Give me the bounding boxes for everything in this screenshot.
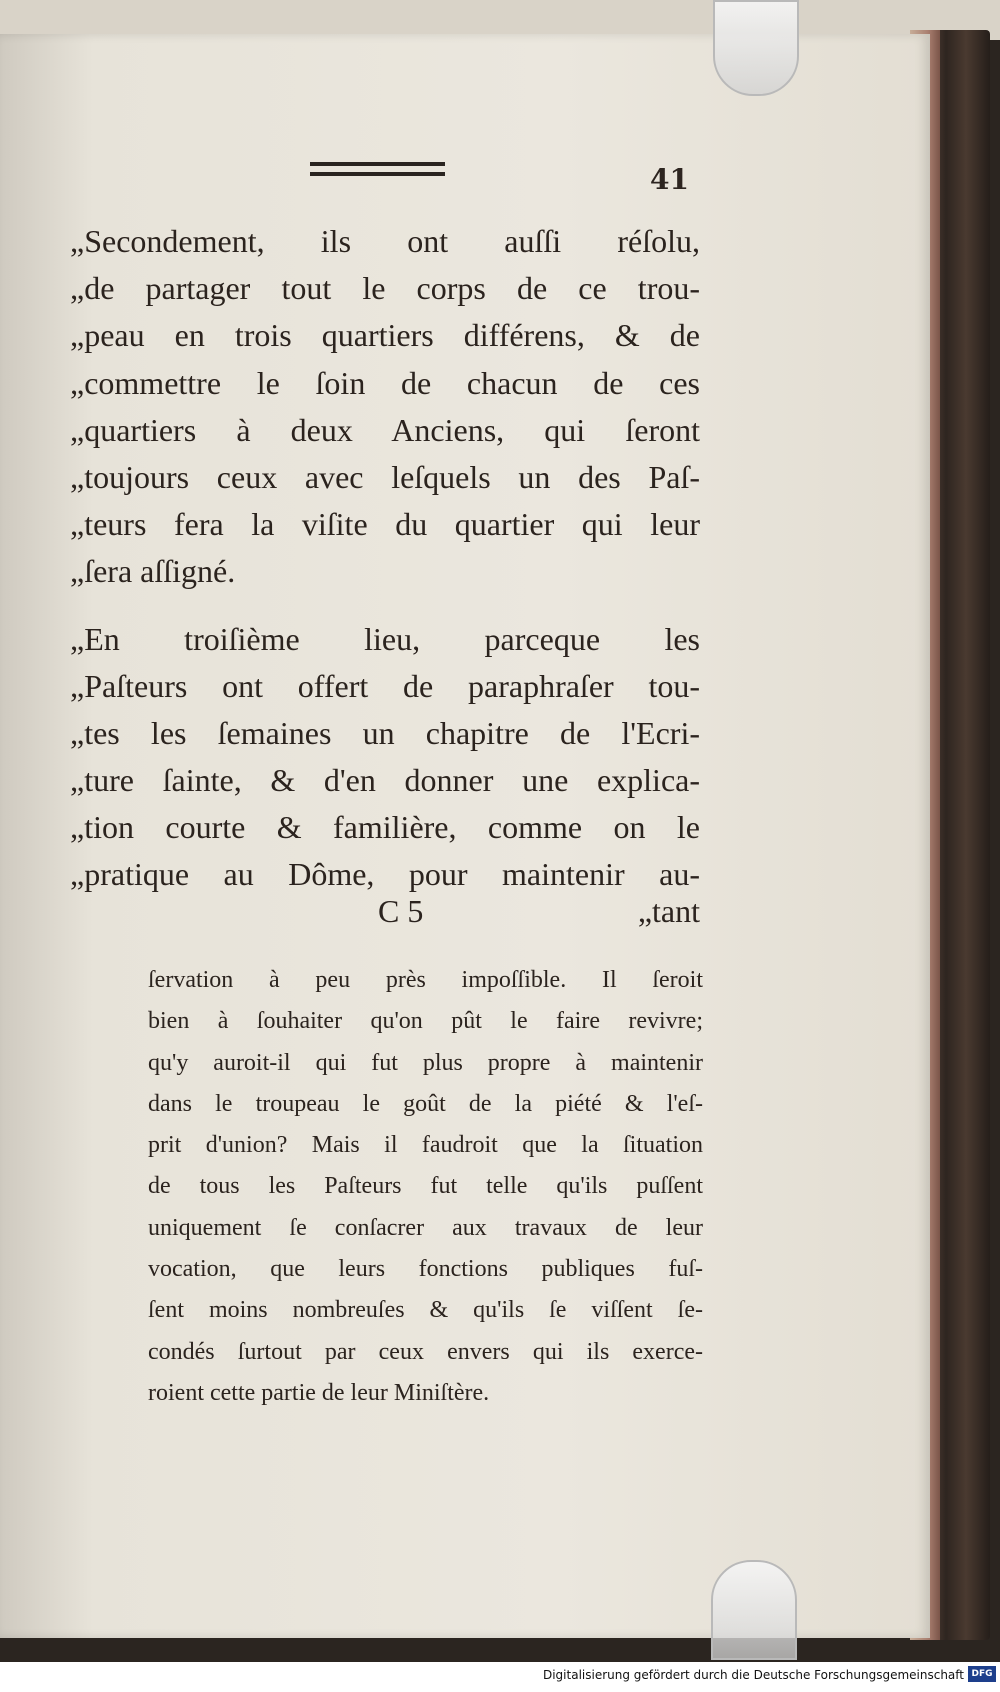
text-line: „de partager tout le corps de ce trou- [70, 270, 700, 307]
footnote-line: qu'y auroit-il qui fut plus propre à maintenir [148, 1049, 703, 1076]
text-line: „Secondement, ils ont auſſi réſolu, [70, 223, 700, 259]
signature-line [70, 893, 700, 937]
footnote-line: roient cette partie de leur Miniſtère. [148, 1379, 490, 1406]
text-line: „commettre le ſoin de chacun de ces [70, 364, 700, 401]
text-line: „peau en trois quartiers différens, & de [70, 317, 700, 354]
footnote-line: dans le troupeau le goût de la piété & l'eſ- [148, 1090, 703, 1117]
paragraph-gap [70, 596, 700, 616]
main-text-block [70, 218, 700, 899]
footnote-line: de tous les Paſteurs fut telle qu'ils puſſent [148, 1173, 703, 1200]
footnote-line: uniquement ſe conſacrer aux travaux de leur [148, 1214, 703, 1241]
text-line: „pratique au Dôme, pour maintenir au- [70, 856, 700, 893]
footnote-line: bien à ſouhaiter qu'on pût le faire revivre; [148, 1008, 703, 1035]
footnote-line: condés ſurtout par ceux envers qui ils exerce- [148, 1338, 703, 1365]
text-line: „En troiſième lieu, parceque les [70, 620, 700, 657]
text-line: „Paſteurs ont offert de paraphraſer tou- [70, 667, 700, 704]
catchword: „tant [637, 893, 700, 929]
digitization-credit: Digitalisierung gefördert durch die Deutsche Forschungsgemeinschaft [542, 1668, 964, 1682]
text-line: „teurs fera la viſite du quartier qui leur [70, 506, 700, 543]
text-line: „toujours ceux avec leſquels un des Paſ- [70, 458, 700, 495]
footnote-line: ſent moins nombreuſes & qu'ils ſe viſſent ſe- [148, 1297, 703, 1324]
footnote-line: ſervation à peu près impoſſible. Il ſeroit [148, 967, 703, 993]
footnote-line: vocation, que leurs fonctions publiques fuſ- [148, 1256, 703, 1283]
text-line: „ture ſainte, & d'en donner une explica- [70, 762, 700, 799]
footnote-block [148, 960, 703, 1414]
header-ornament-rule [310, 162, 445, 176]
page-number: 41 [650, 163, 689, 196]
page-clip-top [713, 0, 799, 96]
signature-mark: C 5 [378, 893, 424, 929]
footnote-line: prit d'union? Mais il faudroit que la ſituation [148, 1132, 703, 1159]
text-line: „tion courte & familière, comme on le [70, 809, 700, 846]
text-line: „quartiers à deux Anciens, qui ſeront [70, 411, 700, 448]
text-line: „ſera aſſigné. [70, 553, 236, 590]
dfg-logo: DFG [968, 1666, 996, 1682]
text-line: „tes les ſemaines un chapitre de l'Ecri- [70, 714, 700, 751]
page-clip-bottom [711, 1560, 797, 1660]
